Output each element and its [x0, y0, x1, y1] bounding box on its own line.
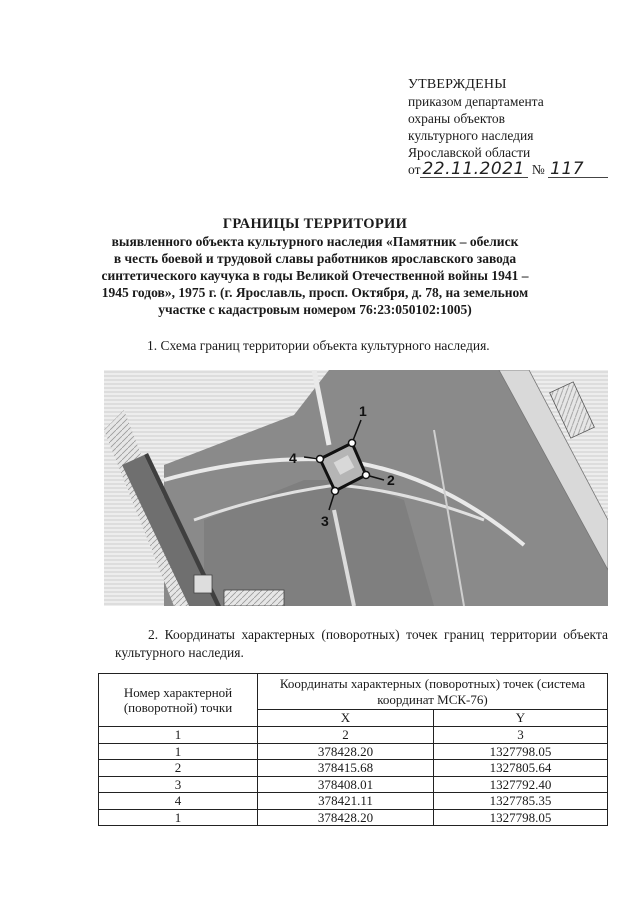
header-point-number: Номер характерной (поворотной) точки: [99, 674, 258, 727]
title-main: ГРАНИЦЫ ТЕРРИТОРИИ: [222, 216, 408, 232]
table-row: [99, 793, 608, 810]
approval-line: Ярославской области: [408, 145, 531, 160]
table-cell: 378428.20: [258, 743, 434, 760]
table-cell: 2: [258, 727, 434, 744]
table-cell: 1: [99, 727, 258, 744]
point-label-3: 3: [321, 513, 329, 529]
table-row: [99, 743, 608, 760]
approval-line: охраны объектов: [408, 111, 506, 126]
title-line: участке с кадастровым номером 76:23:050102:1005): [158, 302, 472, 317]
table-header-row: [99, 674, 608, 710]
table-cell: 378421.11: [258, 793, 434, 810]
approval-line: культурного наследия: [408, 128, 534, 143]
header-y: Y: [434, 710, 608, 727]
table-cell: 378415.68: [258, 760, 434, 777]
boundary-point-4: [317, 456, 324, 463]
table-row: [99, 776, 608, 793]
approval-heading: УТВЕРЖДЕНЫ: [408, 77, 507, 92]
handwritten-number: 117: [548, 161, 608, 178]
section-1-heading: 1. Схема границ территории объекта культурного наследия.: [147, 338, 490, 353]
order-date-number: [408, 161, 608, 178]
table-cell: 1327792.40: [434, 776, 608, 793]
title-line: синтетического каучука в годы Великой Отечественной войны 1941 –: [101, 268, 529, 283]
table-cell: 1327805.64: [434, 760, 608, 777]
table-cell: 3: [434, 727, 608, 744]
point-label-1: 1: [359, 403, 367, 419]
point-label-2: 2: [387, 472, 395, 488]
coordinates-table: [98, 673, 608, 826]
number-prefix: №: [531, 162, 545, 177]
section-2-heading: 2. Координаты характерных (поворотных) точек границ территории объекта культурного наследия.: [115, 627, 608, 660]
territory-map: [104, 370, 608, 606]
header-x: X: [258, 710, 434, 727]
table-cell: 2: [99, 760, 258, 777]
table-cell: 378408.01: [258, 776, 434, 793]
table-cell: 378428.20: [258, 809, 434, 826]
title-line: в честь боевой и трудовой славы работников ярославского завода: [113, 251, 517, 266]
table-cell: 4: [99, 793, 258, 810]
table-cell: 1327798.05: [434, 809, 608, 826]
table-cell: 1: [99, 809, 258, 826]
table-index-row: [99, 727, 608, 744]
table-cell: 1327798.05: [434, 743, 608, 760]
boundary-point-3: [332, 488, 339, 495]
title-line: выявленного объекта культурного наследия «Памятник – обелиск: [111, 234, 519, 249]
handwritten-date: 22.11.2021: [420, 161, 528, 178]
date-prefix: от: [408, 162, 421, 177]
table-row: [99, 809, 608, 826]
table-row: [99, 760, 608, 777]
header-coordinates: Координаты характерных (поворотных) точек (система координат МСК-76): [258, 674, 608, 710]
table-cell: 3: [99, 776, 258, 793]
table-cell: 1: [99, 743, 258, 760]
boundary-point-2: [363, 472, 370, 479]
title-line: 1945 годов», 1975 г. (г. Ярославль, просп. Октября, д. 78, на земельном: [101, 285, 529, 300]
table-cell: 1327785.35: [434, 793, 608, 810]
approval-block: [408, 76, 608, 178]
point-label-4: 4: [289, 450, 297, 466]
document-title: [100, 216, 530, 318]
boundary-point-1: [349, 440, 356, 447]
approval-line: приказом департамента: [408, 94, 544, 109]
